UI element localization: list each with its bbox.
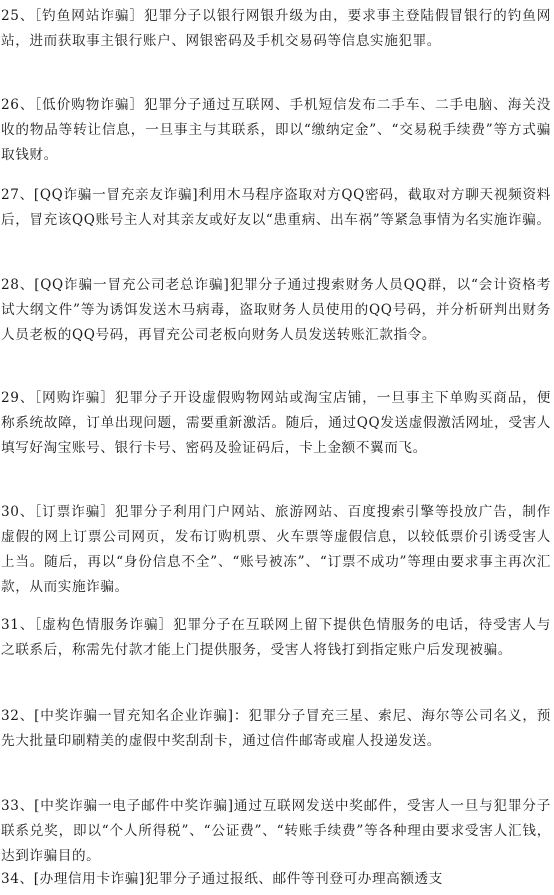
paragraph-29: 29、［网购诈骗］犯罪分子开设虚假购物网站或淘宝店铺，一旦事主下单购买商品，便称系统故障，订单出现问题，需要重新激活。随后，通过QQ发送虚假激活网址，受害人填写好淘宝账号、银行卡号、密码及验证码后，卡上金额不翼而飞。 [1, 390, 551, 456]
paragraph-26: 26、［低价购物诈骗］犯罪分子通过互联网、手机短信发布二手车、二手电脑、海关没收的物品等转让信息，一旦事主与其联系，即以“缴纳定金”、“交易税手续费”等方式骗取钱财。 [1, 97, 551, 163]
paragraph-34: 34、[办理信用卡诈骗]犯罪分子通过报纸、邮件等刊登可办理高额透支 [1, 871, 443, 887]
paragraph-32: 32、[中奖诈骗一冒充知名企业诈骗]：犯罪分子冒充三星、索尼、海尔等公司名义，预先大批量印刷精美的虚假中奖刮刮卡，通过信件邮寄或雇人投递发送。 [1, 708, 551, 749]
paragraph-30: 30、［订票诈骗］犯罪分子利用门户网站、旅游网站、百度搜索引擎等投放广告，制作虚假的网上订票公司网页，发布订购机票、火车票等虚假信息，以较低票价引诱受害人上当。随后，再以“身份信息不全”、“账号被冻”、“订票不成功”等理由要求事主再次汇款，从而实施诈骗。 [1, 504, 551, 595]
paragraph-31: 31、［虚构色情服务诈骗］犯罪分子在互联网上留下提供色情服务的电话，待受害人与之联系后，称需先付款才能上门提供服务，受害人将钱打到指定账户后发现被骗。 [1, 617, 551, 658]
paragraph-28: 28、[QQ诈骗一冒充公司老总诈骗]犯罪分子通过搜索财务人员QQ群，以“会计资格考试大纲文件”等为诱饵发送木马病毒，盗取财务人员使用的QQ号码，并分析研判出财务人员老板的QQ号码，再冒充公司老板向财务人员发送转账汇款指令。 [1, 277, 551, 343]
paragraph-25: 25、［钓鱼网站诈骗］犯罪分子以银行网银升级为由，要求事主登陆假冒银行的钓鱼网站，进而获取事主银行账户、网银密码及手机交易码等信息实施犯罪。 [1, 8, 551, 49]
paragraph-33: 33、[中奖诈骗一电子邮件中奖诈骗]通过互联网发送中奖邮件，受害人一旦与犯罪分子联系兑奖，即以“个人所得税”、“公证费”、“转账手续费”等各种理由要求受害人汇钱，达到诈骗目的。 [1, 798, 551, 864]
paragraph-27: 27、[QQ诈骗一冒充亲友诈骗]利用木马程序盗取对方QQ密码，截取对方聊天视频资料后，冒充该QQ账号主人对其亲友或好友以“患重病、出车祸”等紧急事情为名实施诈骗。 [1, 187, 551, 228]
